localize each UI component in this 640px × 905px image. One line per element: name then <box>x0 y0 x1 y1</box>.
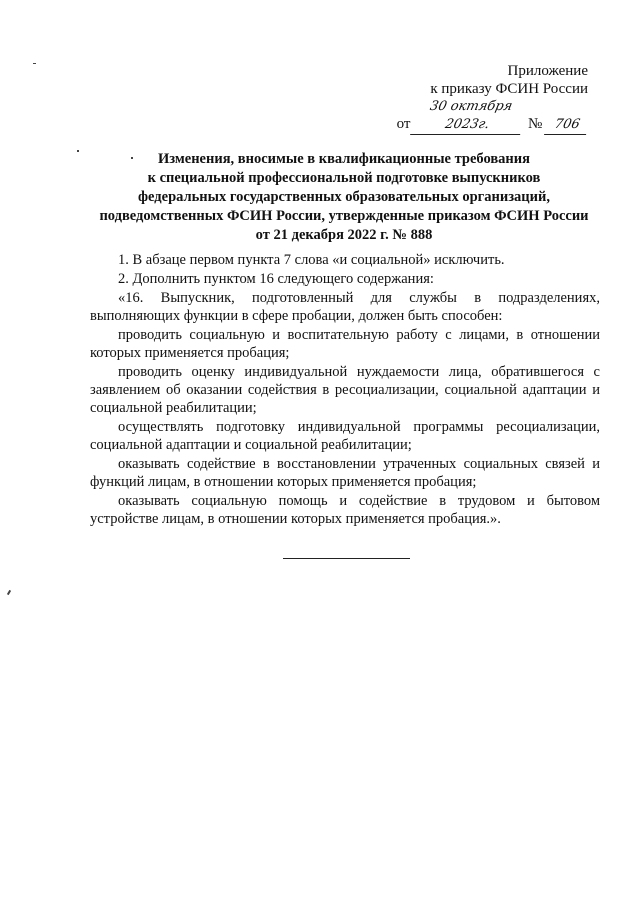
scan-speck <box>77 150 79 152</box>
end-rule <box>283 558 410 559</box>
scan-speck <box>131 157 133 159</box>
paragraph-ability-2: проводить оценку индивидуальной нуждаемости лица, обратившегося с заявлением об оказании содействия в ресоциализации, социальной адаптации и социальной реабилитации; <box>90 364 600 416</box>
title-line-1: Изменения, вносимые в квалификационные требования <box>157 151 530 167</box>
appendix-date-line <box>397 98 588 135</box>
paragraph-ability-1: проводить социальную и воспитательную работу с лицами, в отношении которых применяется пробация; <box>90 327 600 361</box>
paragraph-ability-5: оказывать социальную помощь и содействие в трудовом и бытовом устройстве лицам, в отношении которых применяется пробация.». <box>90 493 600 527</box>
paragraph-ability-3: осуществлять подготовку индивидуальной программы ресоциализации, социальной адаптации и социальной реабилитации; <box>90 419 600 453</box>
paragraph-point-16: «16. Выпускник, подготовленный для службы в подразделениях, выполняющих функции в сфере пробации, должен быть способен: <box>90 290 600 324</box>
scan-speck <box>7 590 11 595</box>
appendix-label: Приложение <box>507 63 588 79</box>
title-line-5: от 21 декабря 2022 г. № 888 <box>255 227 433 243</box>
appendix-header <box>397 62 588 135</box>
paragraph-item-1: 1. В абзаце первом пункта 7 слова «и социальной» исключить. <box>118 252 505 268</box>
document-body <box>90 251 600 529</box>
document-title <box>84 150 604 245</box>
appendix-order-ref: к приказу ФСИН России <box>430 81 588 97</box>
scan-speck <box>33 63 36 64</box>
title-line-4: подведомственных ФСИН России, утвержденные приказом ФСИН России <box>99 208 589 224</box>
paragraph-item-2: 2. Дополнить пунктом 16 следующего содержания: <box>118 271 434 287</box>
handwritten-number: 706 <box>544 116 590 135</box>
date-prefix: от <box>396 116 411 132</box>
number-prefix: № <box>527 116 543 132</box>
paragraph-ability-4: оказывать содействие в восстановлении утраченных социальных связей и функций лицам, в отношении которых применяется пробация; <box>90 456 600 490</box>
handwritten-date: 30 октября 2023г. <box>410 98 528 135</box>
title-line-3: федеральных государственных образовательных организаций, <box>138 189 550 205</box>
title-line-2: к специальной профессиональной подготовке выпускников <box>147 170 541 186</box>
